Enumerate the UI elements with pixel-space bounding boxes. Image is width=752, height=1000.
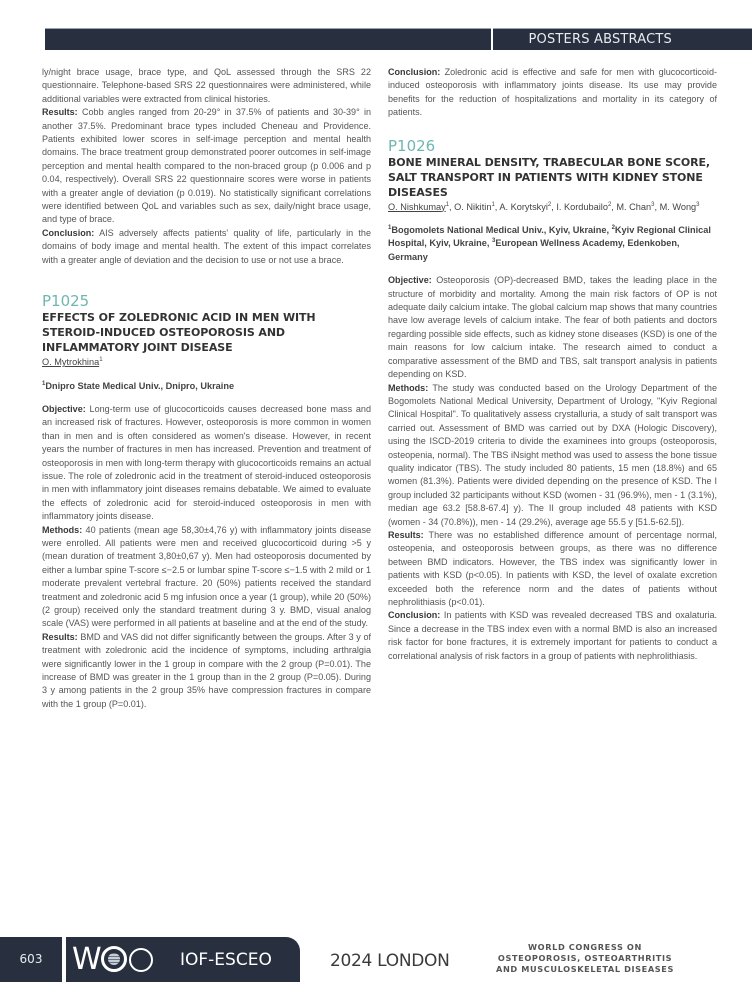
abstract-title-p1025: EFFECTS OF ZOLEDRONIC ACID IN MEN WITH STEROID-INDUCED OSTEOPOROSIS AND INFLAMMATORY JOINT DISEASE xyxy=(42,311,316,355)
authors-p1025 xyxy=(42,356,371,369)
objective-p1026: Objective: Osteoporosis (OP)-decreased BMD, takes the leading place in the structure of morbidity and mortality. Among the main risk factors of OP is not adequate daily calcium intake. The global calcium map shows that many countries have low average levels of calcium intake. The fear of both patients and doctors regarding possible side effects, such as kidney stone diseases (KSD) is one of the main reasons for low calcium intake. The research aimed to conduct a comparative assessment of the BMD and TBS, salt transport analysis in patients depending on KSD. xyxy=(388,275,717,380)
footer-separator xyxy=(63,937,65,982)
header-bar xyxy=(45,28,491,50)
affiliation-p1025: $^1$Dnipro State Medical Univ., Dnipro, Ukraine xyxy=(42,380,235,391)
results-p1025: Results: BMD and VAS did not differ significantly between the groups. After 3 y of treatment with zoledronic acid the incidence of symptoms, including arthralgia were significantly lower in the 1 group in compare with the 2 group (P=0.01). The increase of BMD was greater in the 1 group than in the 2 group (P=0.05). During 3 y among patients in the 2 group 35% have compression fractures in compare with the 1 group (P=0.01). xyxy=(42,631,371,709)
conclusion-label: Conclusion: xyxy=(42,227,95,238)
wco-logo: W xyxy=(72,940,153,980)
results-p1026: Results: There was no established difference amount of percentage normal, osteopenia, and osteoporosis between groups, as there was no difference between BMD indicators. However, the TBS index was significantly lower in patients with KSD (p<0.05). In patients with KSD, the level of oxalate excretion exceeded both the reference norm and the dates of patients without nephrolithiasis (p<0.01). xyxy=(388,529,717,607)
affiliations-p1026: $^1$Bogomolets National Medical Univ., Kyiv, Ukraine, $^2$Kyiv Regional Clinical Hospital, Kyiv, Ukraine, $^3$European Wellness Academy, Edenkoben, Germany xyxy=(388,224,711,262)
methods-p1025: Methods: 40 patients (mean age 58,30±4,76 y) with inflammatory joints disease were enrolled. All patients were men and received glucocorticoid during >5 y (mean duration of treatment 3,80±0,67 y). Men had osteoporosis documented by either a lumbar spine T-score ≤−2.5 or lumbar spine T-score ≤−1.5 with 2 mild or 1 moderate prevalent vertebral fracture. 20 (50%) patients received the standard treatment and zoledronic acid 5 mg infusion once a year (1 group), while 20 (50%) (2 group) received only the standard treatment during 3 y. BMD, visual analog scale (VAS) were performed in all patients at baseline and at the end of the study. xyxy=(42,524,371,629)
methods-p1026: Methods: The study was conducted based on the Urology Department of the Bogomolets National Medical University, Department of Urology, "Kyiv Regional Clinical Hospital". To qualitatively assess crystalluria, a study of salt transport was carried out. Assessment of BMD was carried out by DXA (Hologic Discovery), using the ISCD-2019 criteria to divide the examinees into groups (osteoporosis, osteopenia, normal). The TBS iNsight method was used to assess the bone tissue quality indicator (TBS). The study included 80 patients, 15 men (18.8%) and 65 women (81.3%). Patients were divided depending on the presence of KSD. The I group included 32 participants without KSD (women - 31 (96.9%), men - 1 (3.1%), median age 63.2 [58.8-67.4] y). The II group included 48 patients with KSD (women - 34 (70.8%)), men - 14 (29.2%), average age 55.5 y [51.5-62.5]). xyxy=(388,382,717,527)
results-text: Cobb angles ranged from 20-29° in 37.5% of patients and 30-39° in another 37.5%. Predominant brace types included Cheneau and Providence. Patients exhibited lower scores in self-image perception and mental health domains. The brace treatment group demonstrated poorer outcomes in self-image perception and mental health compared to the non-braced group (p 0.006 and p 0.04, respectively). Overall SRS 22 questionnaire scores were worse in patients with a greater angle of deviation (p 0.019). No statistically significant correlations were identified between QoL and variables such as sex, daily/night brace usage, and type of brace. xyxy=(42,107,371,225)
abstract-id-p1026: P1026 xyxy=(388,136,436,155)
author-name: O. Mytrokhina xyxy=(42,357,100,368)
section-title: POSTERS ABSTRACTS xyxy=(528,32,672,47)
objective-p1025: Objective: Long-term use of glucocorticoids causes decreased bone mass and an increased risk of fractures. However, osteoporosis is more common in women than in men and is often considered as women's disease. However, in recent years the number of fractures in men has increased. Prevention and treatment of osteoporosis in men with long-term therapy with glucocorticoids remains an actual issue. The role of zoledronic acid in the treatment of steroid-induced osteoporosis in men with inflammatory joint diseases remains debatable. We aimed to evaluate the effects of zoledronic acid for steroid-induced osteoporosis in men with inflammatory joints disease. xyxy=(42,403,371,522)
prev-abstract-results xyxy=(42,106,371,227)
page-number: 603 xyxy=(19,952,43,966)
authors-p1026: O. Nishkumay$^1$, O. Nikitin$^1$, A. Korytskyi$^2$, I. Kordubailo$^2$, M. Chan$^3$, M. Wong$^3$ xyxy=(388,201,700,212)
conclusion-text: AIS adversely affects patients' quality of life, particularly in the domains of body image and mental health. The extent of this impact correlates with a greater angle of deviation and the decision to use or not use a brace. xyxy=(42,227,371,265)
prev-abstract-intro: ly/night brace usage, brace type, and QoL assessed through the SRS 22 questionnaire. Telephone-based SRS 22 questionnaires were administered, while additional variables were extracted from clinical histories. xyxy=(42,67,371,104)
logo-o-ring xyxy=(129,948,153,972)
left-column xyxy=(42,66,371,711)
right-column xyxy=(388,66,717,663)
abstract-title-p1026: BONE MINERAL DENSITY, TRABECULAR BONE SCORE, SALT TRANSPORT IN PATIENTS WITH KIDNEY STONE DISEASES xyxy=(388,155,710,199)
results-label: Results: xyxy=(42,107,78,118)
congress-name: WORLD CONGRESS ON OSTEOPOROSIS, OSTEOARTHRITIS AND MUSCULOSKELETAL DISEASES xyxy=(496,942,674,974)
abstract-id-p1025: P1025 xyxy=(42,292,90,311)
globe-icon xyxy=(101,946,127,972)
event-location: 2024 LONDON xyxy=(330,951,450,971)
author-sup: 1 xyxy=(99,357,103,364)
conclusion-p1026: Conclusion: In patients with KSD was revealed decreased TBS and oxalaturia. Since a decrease in the TBS index even with a normal BMD is also an increased risk factor for bone fractures, it is extremely important for patients to conduct a correlational analysis of risk factors in a group of patients with nephrolithiasis. xyxy=(388,610,717,661)
iof-esceo-label: IOF-ESCEO xyxy=(180,950,272,970)
conclusion-p1025: Conclusion: Zoledronic acid is effective and safe for men with glucocorticoid-induced osteoporosis with inflammatory joints disease. Its use may provide benefits for the reduction of hospitalizations and mortality in its category of patients. xyxy=(388,67,717,118)
prev-abstract-conclusion xyxy=(42,227,371,267)
